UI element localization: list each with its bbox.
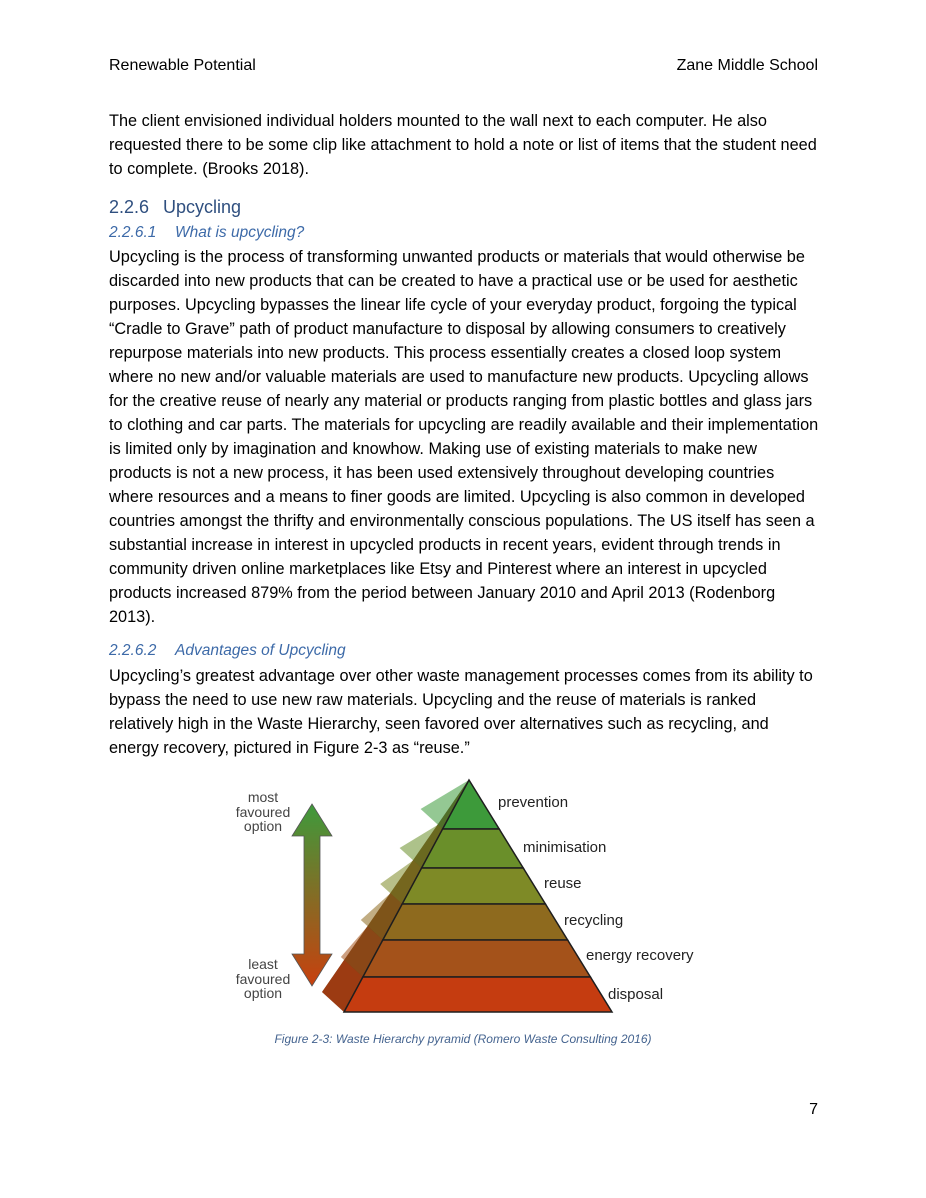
tier-band-3 [383, 904, 568, 940]
subsection-1-title: What is upcycling? [175, 224, 305, 241]
pyramid-tiers [344, 780, 612, 1012]
subsection-heading-1 [109, 223, 304, 243]
header-right: Zane Middle School [676, 57, 818, 74]
header-left: Renewable Potential [109, 57, 256, 74]
subsection-heading-2 [109, 641, 346, 661]
figure-caption: Figure 2-3: Waste Hierarchy pyramid (Romero Waste Consulting 2016) [274, 1032, 652, 1046]
favoured-arrow [292, 804, 332, 986]
tier-label-recycling: recycling [564, 912, 624, 929]
subsection-2-number: 2.2.6.2 [109, 642, 157, 659]
subsection-1-number: 2.2.6.1 [109, 224, 157, 241]
tier-label-minimisation: minimisation [523, 839, 607, 856]
least-favoured-label [228, 957, 298, 1001]
intro-paragraph: The client envisioned individual holders mounted to the wall next to each computer. He also requested there to be some clip like attachment to hold a note or list of items that the student need to complete. (Brooks 2018). [109, 112, 817, 178]
tier-label-reuse: reuse [544, 875, 582, 892]
tier-band-2 [402, 868, 545, 904]
subsection-1-body: Upcycling is the process of transforming unwanted products or materials that would otherwise be discarded into new products that can be created to have a practical use or be used for aesthetic purposes. Upcycling bypasses the linear life cycle of your everyday product, forgoing the typical “Cradle to Grave” path of product manufacture to disposal by allowing consumers to creatively repurpose materials into new products. This process essentially creates a closed loop system where no new and/or valuable materials are used to manufacture new products. Upcycling allows for the creative reuse of nearly any material or products ranging from plastic bottles and glass jars to clothing and car parts. The materials for upcycling are readily available and their implementation is limited only by imagination and knowhow. Making use of existing materials to make new products is not a new process, it has been used extensively throughout developing countries where resources and a means to finer goods are limited. Upcycling is also common in developed countries amongst the thrifty and environmentally conscious populations. The US itself has seen a substantial increase in interest in upcycled products in recent years, evident through trends in community driven online marketplaces like Etsy and Pinterest where an interest in upcycled products increased 879% from the period between January 2010 and April 2013 (Rodenborg 2013). [109, 248, 819, 626]
section-number: 2.2.6 [109, 197, 150, 217]
tier-band-5 [344, 977, 612, 1012]
subsection-2-title: Advantages of Upcycling [175, 642, 346, 659]
tier-label-disposal: disposal [608, 986, 664, 1003]
tier-label-prevention: prevention [498, 794, 569, 811]
waste-hierarchy-figure [220, 776, 720, 1026]
section-heading [109, 196, 241, 218]
most-favoured-label [228, 790, 298, 834]
least-favoured-text: least favoured option [235, 956, 291, 1001]
subsection-2-body: Upcycling’s greatest advantage over other waste management processes comes from its ability to bypass the need to use new raw materials. Upcycling and the reuse of materials is ranked relatively high in the Waste Hierarchy, seen favored over alternatives such as recycling, and energy recovery, pictured in Figure 2-3 as “reuse.” [109, 667, 813, 757]
tier-band-4 [363, 940, 591, 977]
tier-label-energy-recovery: energy recovery [586, 947, 694, 964]
most-favoured-text: most favoured option [235, 789, 291, 834]
page-number: 7 [809, 1101, 818, 1118]
section-title: Upcycling [163, 197, 242, 217]
